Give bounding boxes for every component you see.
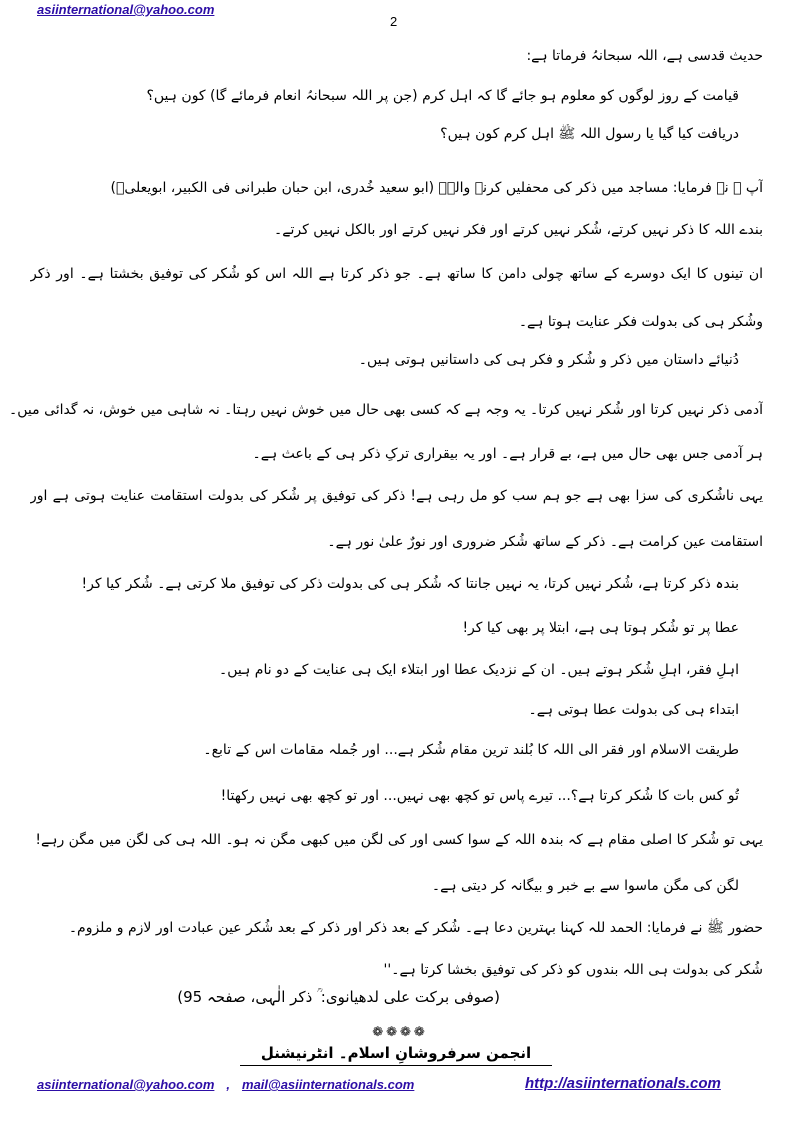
organization-name: انجمن سرفروشانِ اسلام۔ انٹرنیشنل	[240, 1043, 552, 1066]
text-line: ابتداء ہی کی بدولت عطا ہوتی ہے۔	[528, 702, 739, 718]
header-email-link[interactable]: asiinternational@yahoo.com	[37, 2, 215, 17]
text-line: استقامت عین کرامت ہے۔ ذکر کے ساتھ شُکر ضروری اور نورٌ علیٰ نور ہے۔	[327, 534, 763, 550]
text-line: اہلِ فقر، اہلِ شُکر ہوتے ہیں۔ ان کے نزدیک عطا اور ابتلاء ایک ہی عنایت کے دو نام ہیں۔	[219, 662, 739, 678]
text-line: قیامت کے روز لوگوں کو معلوم ہو جائے گا کہ اہل کرم (جن پر اللہ سبحانہُ انعام فرمائے گا) کون ہیں؟	[146, 88, 739, 104]
text-line: طریقت الاسلام اور فقر الی اللہ کا بُلند ترین مقام شُکر ہے... اور جُملہ مقامات اس کے تابع۔	[203, 742, 739, 758]
text-line: آدمی ذکر نہیں کرتا اور شُکر نہیں کرتا۔ یہ وجہ ہے کہ کسی بھی حال میں خوش نہیں رہتا۔ نہ شاہی میں خوش، نہ گدائی میں۔	[9, 402, 763, 418]
text-line: ان تینوں کا ایک دوسرے کے ساتھ چولی دامن کا ساتھ ہے۔ جو ذکر کرتا ہے اللہ اس کو شُکر کی توفیق بخشتا ہے۔ اور ذکر	[30, 266, 763, 282]
text-line: بندے اللہ کا ذکر نہیں کرتے، شُکر نہیں کرتے اور فکر نہیں کرتے اور بالکل نہیں کرتے۔	[274, 222, 763, 238]
text-line: تُو کس بات کا شُکر کرتا ہے؟... تیرے پاس تو کچھ بھی نہیں... اور تو کچھ بھی نہیں رکھتا!	[220, 788, 739, 804]
footer-website-link[interactable]: http://asiinternationals.com	[525, 1075, 721, 1092]
citation: (صوفی برکت علی لدھیانوی: ؒ ذکر الٰہی، صفحہ 95)	[177, 988, 500, 1006]
text-line: لگن کی مگن ماسوا سے بے خبر و بیگانہ کر دیتی ہے۔	[431, 878, 739, 894]
page-number: 2	[390, 14, 398, 29]
text-line: دریافت کیا گیا یا رسول اللہ ﷺ اہل کرم کون ہیں؟	[440, 126, 739, 142]
text-line: ہر آدمی جس بھی حال میں ہے، بے قرار ہے۔ اور یہ بیقراری ترکِ ذکر ہی کے باعث ہے۔	[252, 446, 763, 462]
text-line: یہی تو شُکر کا اصلی مقام ہے کہ بندہ اللہ کے سوا کسی اور کی لگن میں کبھی مگن نہ ہو۔ اللہ ہی کی لگن میں مگن رہے!	[35, 832, 763, 848]
footer-email-link-1[interactable]: asiinternational@yahoo.com	[37, 1077, 215, 1092]
text-line: وشُکر ہی کی بدولت فکر عنایت ہوتا ہے۔	[518, 314, 763, 330]
footer-separator: ,	[226, 1077, 231, 1092]
text-line: حدیث قدسی ہے، اللہ سبحانہُ فرماتا ہے:	[526, 48, 763, 64]
text-line: عطا پر تو شُکر ہوتا ہی ہے، ابتلا پر بھی کیا کر!	[462, 620, 739, 636]
text-line: بندہ ذکر کرتا ہے، شُکر نہیں کرتا، یہ نہیں جانتا کہ شُکر ہی کی بدولت ذکر کی توفیق ملا کرتی ہے۔ شُکر کیا کر!	[81, 576, 739, 592]
text-line: یہی ناشُکری کی سزا بھی ہے جو ہم سب کو مل رہی ہے! ذکر کی توفیق پر شُکر کی بدولت استقامت عنایت ہوتی ہے اور	[30, 488, 763, 504]
text-line: حضور ﷺ نے فرمایا: الحمد للہ کہنا بہترین دعا ہے۔ شُکر کے بعد ذکر اور ذکر کے بعد شُکر عین عبادت اور لازم و ملزوم۔	[68, 920, 763, 936]
text-line: آپ ﷺ نے فرمایا: مساجد میں ذکر کی محفلیں کرنے والے۔ (ابو سعید خُدری، ابن حبان طبرانی فی الکبیر، ابویعلیؒ)	[110, 180, 763, 196]
text-line: شُکر کی بدولت ہی اللہ بندوں کو ذکر کی توفیق بخشا کرتا ہے۔''	[383, 962, 763, 978]
footer-emails	[37, 1077, 414, 1092]
ornament-divider: ❁❁❁❁	[372, 1025, 428, 1040]
text-line: دُنیائے داستان میں ذکر و شُکر و فکر ہی کی داستانیں ہوتی ہیں۔	[358, 352, 739, 368]
footer-email-link-2[interactable]: mail@asiinternationals.com	[242, 1077, 415, 1092]
